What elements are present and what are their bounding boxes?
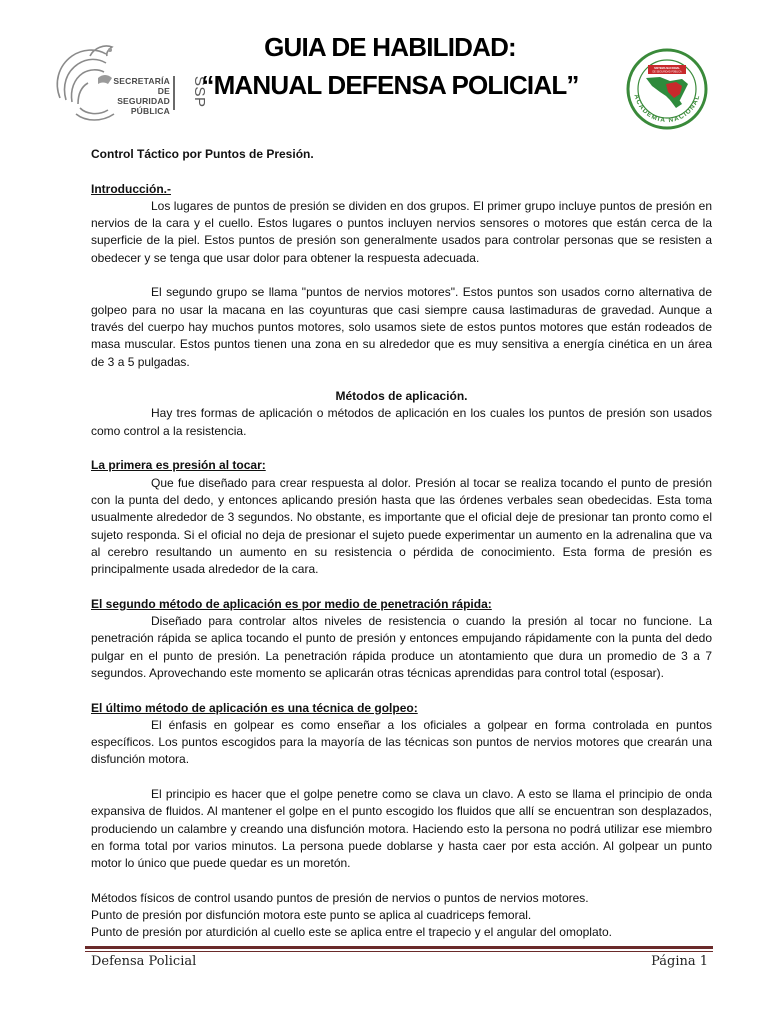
logo-divider xyxy=(173,76,175,110)
closing-line-2: Punto de presión por disfunción motora este punto se aplica al cuadriceps femoral. xyxy=(91,908,532,923)
second-method-heading: El segundo método de aplicación es por medio de penetración rápida: xyxy=(91,596,492,611)
methods-heading: Métodos de aplicación. xyxy=(335,389,468,404)
third-method-heading: El último método de aplicación es una técnica de golpeo: xyxy=(91,700,418,715)
footer-page-number: Página 1 xyxy=(651,954,708,969)
first-method-heading: La primera es presión al tocar: xyxy=(91,458,266,473)
closing-line-3: Punto de presión por aturdición al cuello este se aplica entre el trapecio y el angular del omoplato. xyxy=(91,925,612,940)
methods-paragraph: Hay tres formas de aplicación o métodos de aplicación en los cuales los puntos de presión son usados como control a la resistencia. xyxy=(91,406,712,438)
intro-paragraph-1: Los lugares de puntos de presión se dividen en dos grupos. El primer grupo incluye puntos de presión en nervios de la cara y el cuello. Estos lugares o puntos incluyen nervios sensores o motores que están cerca de la superficie de la piel. Estos puntos de presión son generalmente usados para controlar personas que se resisten a obedecer y se tenga que usar dolor para obtener la respuesta adecuada. xyxy=(91,198,712,265)
seal-ring-text: ACADEMIA NACIONAL xyxy=(632,93,702,125)
third-method-paragraph-2: El principio es hacer que el golpe penetre como se clava un clavo. A esto se llama el principio de onda expansiva de fluidos. Al mantener el golpe en el punto escogido los fluidos que allí se encuentran son desplazados, produciendo un calambre y creando una disfunción motora. Haciendo esto la persona no podrá utilizar ese miembro en forma total por varios minutos. La persona puede doblarse y hasta caer por esta acción. Al golpear un punto motor lo único que puede quedar es un moretón. xyxy=(91,786,712,871)
ssp-text-line-2: SEGURIDAD xyxy=(117,96,170,106)
first-method-paragraph: Que fue diseñado para crear respuesta al dolor. Presión al tocar se realiza tocando el punto de presión con la punta del dedo, y entonces aplicando presión hasta que las órdenes verbales sean obedecidas. Esta toma usualmente alrededor de 3 segundos. No obstante, es importante que el oficial deje de presionar tan pronto como el sujeto responda. Si el oficial no deja de presionar el sujeto puede experimentar un aumento en la adrenalina que va al cerebro resultando un aumento en su resistencia o pérdida de conocimiento. Esta forma de presión es principalmente usada alrededor de la cara. xyxy=(91,475,712,577)
document-title-line-1: GUIA DE HABILIDAD: xyxy=(264,32,516,62)
document-title-line-2: “MANUAL DEFENSA POLICIAL” xyxy=(201,70,579,100)
ssp-logo-text xyxy=(106,76,170,116)
document-body xyxy=(91,146,712,942)
footer-document-name: Defensa Policial xyxy=(91,954,197,969)
section-title: Control Táctico por Puntos de Presión. xyxy=(91,147,314,161)
ssp-logo xyxy=(48,36,208,130)
second-method-paragraph: Diseñado para controlar altos niveles de resistencia o cuando la presión al tocar no funcione. La penetración rápida se aplica tocando el punto de presión y entonces empujando rápidamente con la punta del dedo pulgar en el punto de presión. La penetración rápida produce un atontamiento que dura un promedio de 3 a 7 segundos. Aprovechando este momento se aplicarán otras técnicas aprendidas para control total (esposar). xyxy=(91,614,712,680)
footer-rule-thick xyxy=(85,946,713,949)
svg-text:SISTEMA NACIONAL: SISTEMA NACIONAL xyxy=(654,67,680,70)
intro-heading: Introducción.- xyxy=(91,181,171,196)
ssp-text-line-3: PÚBLICA xyxy=(130,106,170,116)
svg-text:DE SEGURIDAD PÚBLICA: DE SEGURIDAD PÚBLICA xyxy=(652,70,682,74)
academia-nacional-seal-icon xyxy=(626,48,708,130)
closing-line-1: Métodos físicos de control usando puntos de presión de nervios o puntos de nervios motores. xyxy=(91,890,589,905)
footer-rule-thin xyxy=(85,951,713,952)
ssp-text-line-1: SECRETARÍA DE xyxy=(113,76,170,96)
third-method-paragraph-1: El énfasis en golpear es como enseñar a los oficiales a golpear en forma controlada en puntos específicos. Los puntos escogidos para la mayoría de las técnicas son puntos de nervios motores que crearán una disfunción motora. xyxy=(91,717,712,767)
intro-paragraph-2: El segundo grupo se llama "puntos de nervios motores". Estos puntos son usados corno alternativa de golpeo para no usar la macana en las coyunturas que casi siempre causa lastimaduras de gravedad. Aunque a través del cuerpo hay muchos puntos motores, solo usamos siete de estos puntos motores que están rodeados de masa muscular. Estos puntos tienen una zona en su alrededor que es muy sensitiva a energía cinética en un área de 3 a 5 pulgadas. xyxy=(91,285,712,369)
svg-text:SSP: SSP xyxy=(191,76,208,108)
